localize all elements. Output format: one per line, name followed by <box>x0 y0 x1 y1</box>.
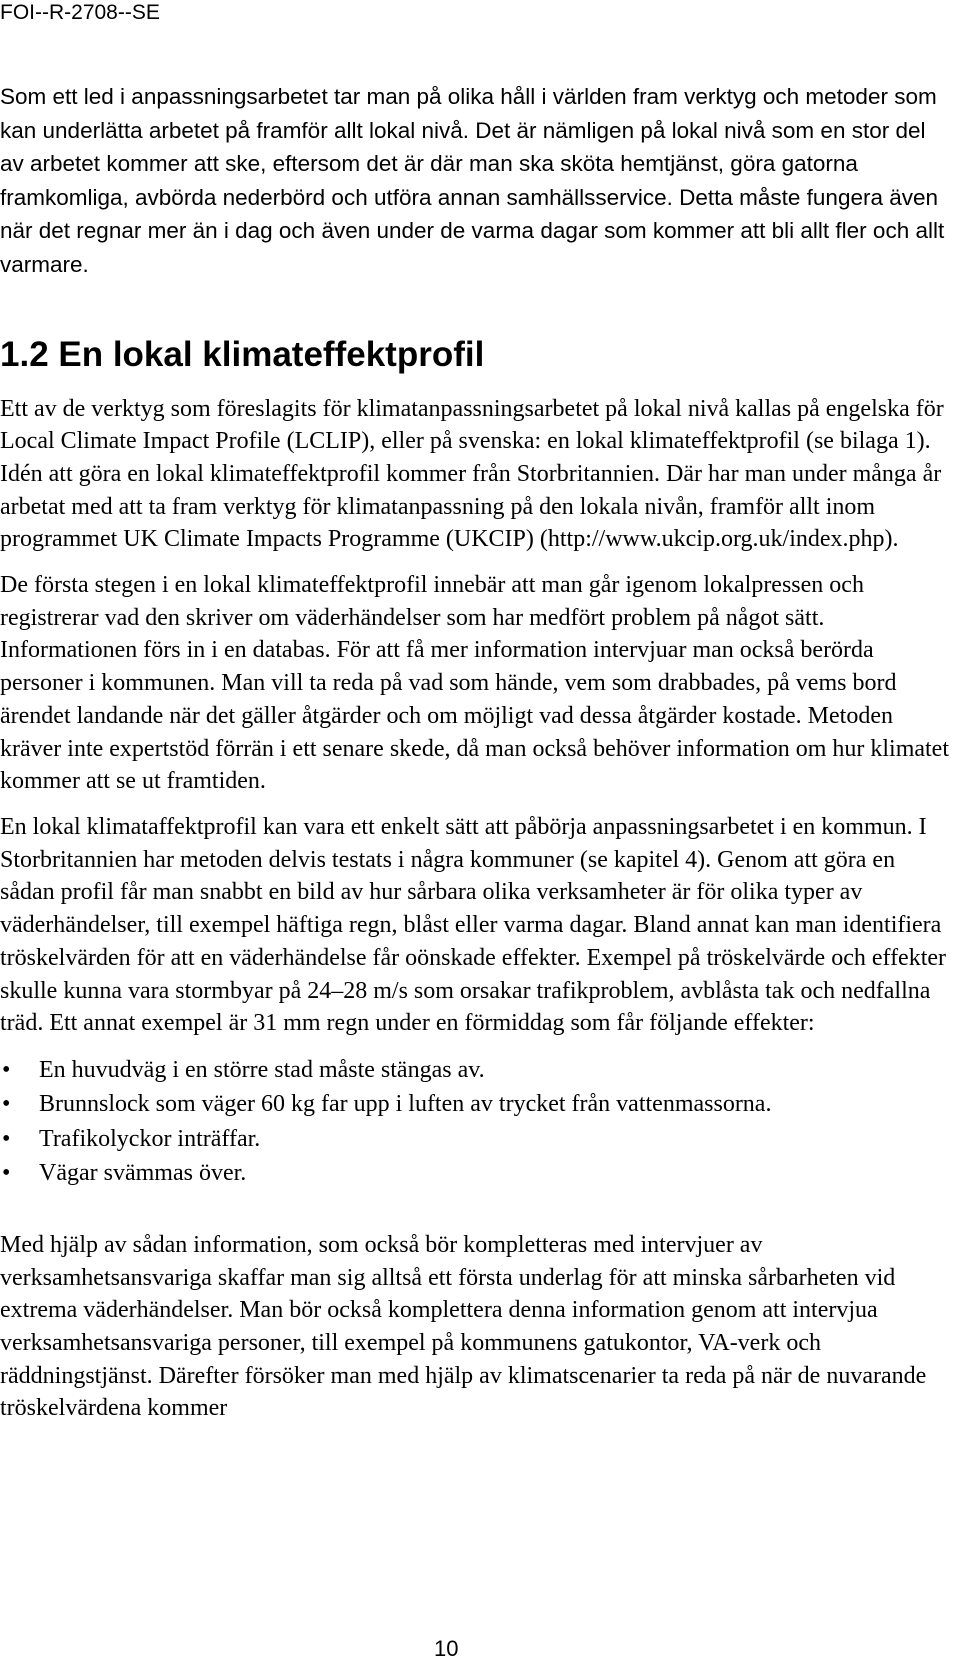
effects-bullet-list <box>0 1053 955 1191</box>
page-number: 10 <box>434 1636 459 1661</box>
section-heading: 1.2 En lokal klimateffektprofil <box>0 334 485 374</box>
body-paragraph: Ett av de verktyg som föreslagits för klimatanpassningsarbetet på lokal nivå kallas på engelska för Local Climate Impact Profile (LCLIP), eller på svenska: en lokal klimateffektprofil (se bilaga 1). Idén att göra en lokal klimateffektprofil kommer från Storbritannien. Där har man under många år arbetat med att ta fram verktyg för klimatanpassning på den lokala nivån, framför allt inom programmet UK Climate Impacts Programme (UKCIP) (http://www.ukcip.org.uk/index.php). <box>0 395 944 553</box>
bullet-item-text: Trafikolyckor inträffar. <box>39 1125 261 1152</box>
bullet-item <box>0 1156 955 1191</box>
body-paragraph: En lokal klimataffektprofil kan vara ett enkelt sätt att påbörja anpassningsarbetet i en kommun. I Storbritannien har metoden delvis testats i några kommuner (se kapitel 4). Genom att göra en sådan profil får man snabbt en bild av hur sårbara olika verksamheter är för olika typer av väderhändelser, till exempel häftiga regn, blåst eller varma dagar. Bland annat kan man identifiera tröskelvärden för att en väderhändelse får oönskade effekter. Exempel på tröskelvärde och effekter skulle kunna vara stormbyar på 24–28 m/s som orsakar trafikproblem, avblåsta tak och nedfallna träd. Ett annat exempel är 31 mm regn under en förmiddag som får följande effekter: <box>0 814 947 1037</box>
bullet-icon: • <box>2 1160 11 1187</box>
bullet-item <box>0 1122 955 1157</box>
body-paragraph: De första stegen i en lokal klimateffektprofil innebär att man går igenom lokalpressen och registrerar vad den skriver om väderhändelser som har medfört problem på något sätt. Informationen förs in i en databas. För att få mer information intervjuar man också berörda personer i kommunen. Man vill ta reda på vad som hände, vem som drabbades, på vems bord ärendet landande när det gäller åtgärder och om möjligt vad dessa åtgärder kostade. Metoden kräver inte expertstöd förrän i ett senare skede, då man också behöver information om hur klimatet kommer att se ut framtiden. <box>0 572 949 795</box>
closing-paragraph: Med hjälp av sådan information, som också bör kompletteras med intervjuer av verksamhetsansvariga skaffar man sig alltså ett första underlag för att minska sårbarheten vid extrema väderhändelser. Man bör också komplettera denna information genom att intervjua verksamhetsansvariga personer, till exempel på kommunens gatukontor, VA-verk och räddningstjänst. Därefter försöker man med hjälp av klimatscenarier ta reda på när de nuvarande tröskelvärdena kommer <box>0 1231 927 1422</box>
bullet-item-text: Vägar svämmas över. <box>39 1160 247 1187</box>
page-content <box>0 80 955 1438</box>
bullet-item <box>0 1053 955 1088</box>
bullet-item-text: Brunnslock som väger 60 kg far upp i luften av trycket från vattenmassorna. <box>39 1091 772 1118</box>
bullet-item-text: En huvudväg i en större stad måste stängas av. <box>39 1056 485 1083</box>
bullet-item <box>0 1087 955 1122</box>
bullet-icon: • <box>2 1091 11 1118</box>
report-id-header: FOI--R-2708--SE <box>0 1 160 24</box>
bullet-icon: • <box>2 1125 11 1152</box>
intro-paragraph: Som ett led i anpassningsarbetet tar man på olika håll i världen fram verktyg och metoder som kan underlätta arbetet på framför allt lokal nivå. Det är nämligen på lokal nivå som en stor del av arbetet kommer att ske, eftersom det är där man ska sköta hemtjänst, göra gatorna framkomliga, avbörda nederbörd och utföra annan samhällsservice. Detta måste fungera även när det regnar mer än i dag och även under de varma dagar som kommer att bli allt fler och allt varmare. <box>0 84 945 277</box>
bullet-icon: • <box>2 1056 11 1083</box>
